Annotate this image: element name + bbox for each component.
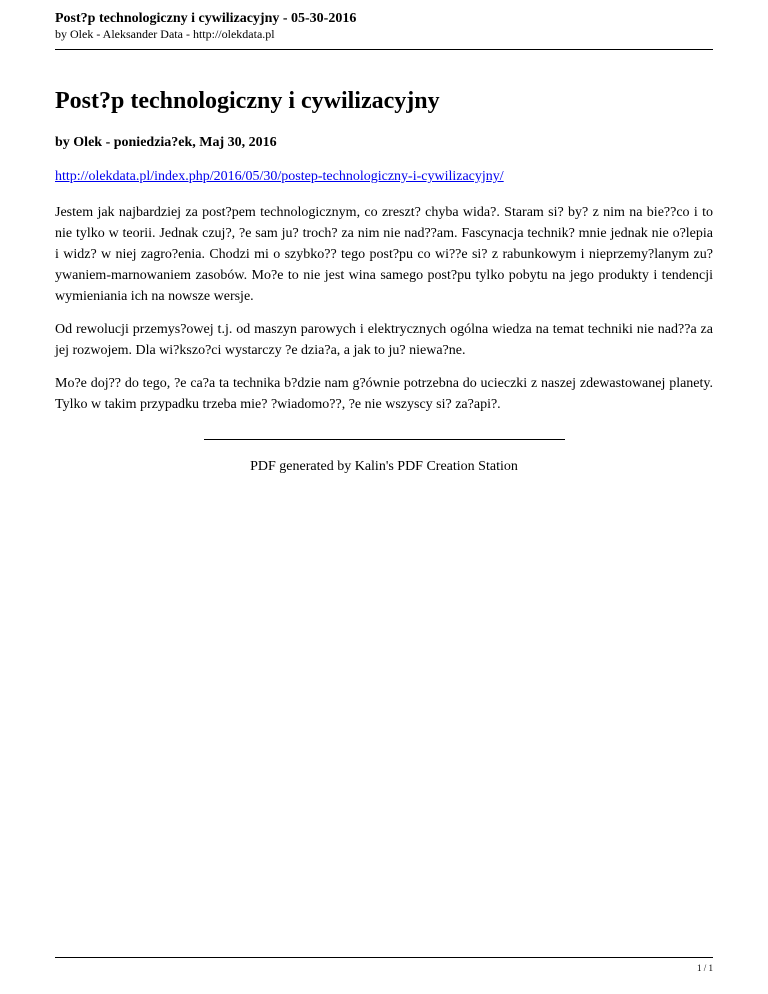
permalink [55,168,713,186]
header-divider [55,49,713,50]
paragraph-2: Od rewolucji przemys?owej t.j. od maszyn parowych i elektrycznych ogólna wiedza na temat techniki nie nad??a za jej rozwojem. Dla wi?kszo?ci wystarczy ?e dzia?a, a jak to ju? niewa?ne. [55,322,713,358]
header-subtitle: by Olek - Aleksander Data - http://olekdata.pl [55,27,275,41]
pdf-credit: PDF generated by Kalin's PDF Creation Station [250,459,518,474]
article-title: Post?p technologiczny i cywilizacyjny [55,88,440,114]
article [55,86,713,476]
permalink-link[interactable]: http://olekdata.pl/index.php/2016/05/30/postep-technologiczny-i-cywilizacyjny/ [55,169,504,184]
footer-divider [204,439,565,440]
paragraph-3: Mo?e doj?? do tego, ?e ca?a ta technika b?dzie nam g?ównie potrzebna do ucieczki z naszej zdewastowanej planety. Tylko w takim przypadku trzeba mie? ?wiadomo??, ?e nie wszyscy si? za?api?. [55,376,713,412]
paragraph-1: Jestem jak najbardziej za post?pem technologicznym, co zreszt? chyba wida?. Staram si? by? z nim na bie??co i to nie tylko w teorii. Jednak czuj?, ?e sam ju? troch? za nim nie nad??am. Fascynacja technik? mnie jednak nie o?lepia i widz? w niej zagro?enia. Chodzi mi o szybko?? tego post?pu co wi??e si? z rabunkowym i nieprzemy?lanym zu?ywaniem-marnowaniem zasobów. Mo?e to nie jest wina samego post?pu tylko pobytu na jego produkty i tendencji wymieniania ich na nowsze wersje. [55,205,713,304]
page-header [55,10,713,42]
article-byline: by Olek - poniedzia?ek, Maj 30, 2016 [55,135,277,150]
page-number: 1 / 1 [696,963,713,973]
header-title: Post?p technologiczny i cywilizacyjny - 05-30-2016 [55,11,357,26]
bottom-divider [55,957,713,958]
